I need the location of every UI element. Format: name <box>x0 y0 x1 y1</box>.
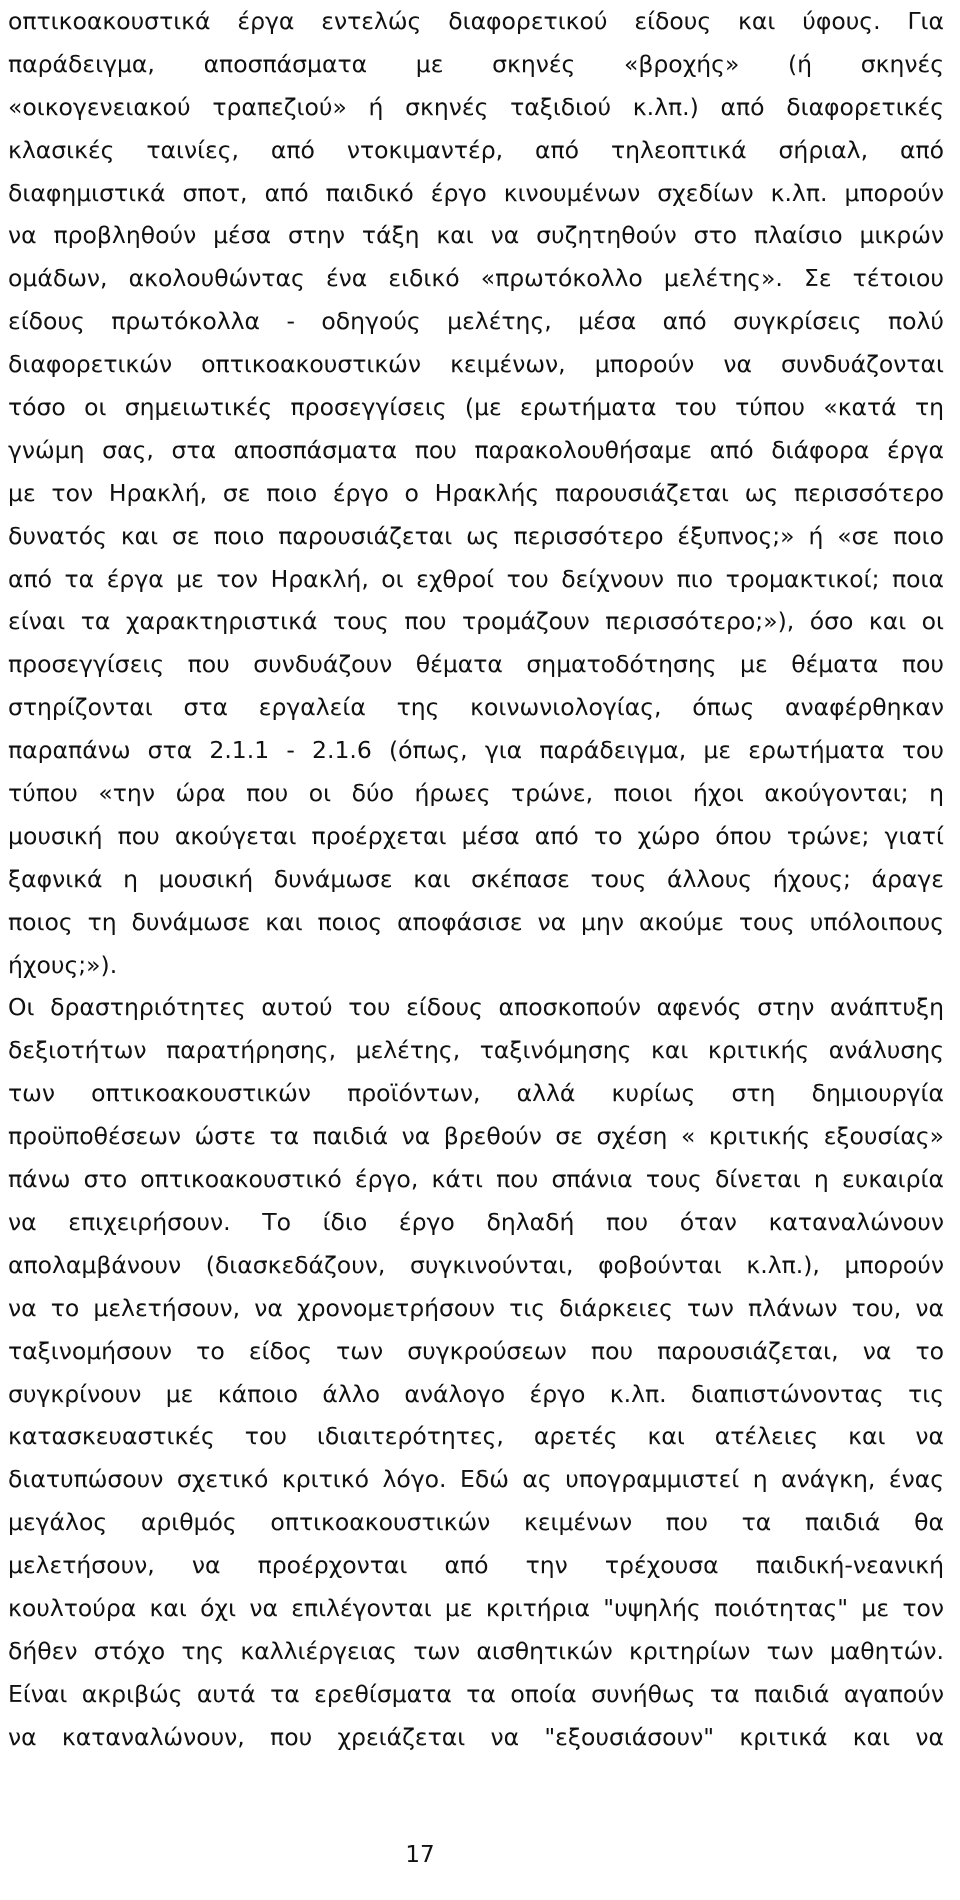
text-line: παράδειγμα, αποσπάσματα με σκηνές «βροχής» (ή σκηνές <box>8 49 944 78</box>
text-line: ήχους;»). <box>8 950 118 979</box>
text-line: με τον Ηρακλή, σε ποιο έργο ο Ηρακλής παρουσιάζεται ως περισσότερο <box>8 478 944 507</box>
text-line: διαφημιστικά σποτ, από παιδικό έργο κινουμένων σχεδίων κ.λπ. μπορούν <box>8 178 944 207</box>
text-line: κατασκευαστικές του ιδιαιτερότητες, αρετές και ατέλειες και να <box>8 1422 944 1451</box>
text-line: προσεγγίσεις που συνδυάζουν θέματα σηματοδότησης με θέματα που <box>8 650 944 679</box>
text-line: ποιος τη δυνάμωσε και ποιος αποφάσισε να μην ακούμε τους υπόλοιπους <box>8 907 944 936</box>
text-line: απολαμβάνουν (διασκεδάζουν, συγκινούνται, φοβούνται κ.λπ.), μπορούν <box>8 1250 944 1279</box>
text-line: τόσο οι σημειωτικές προσεγγίσεις (με ερωτήματα του τύπου «κατά τη <box>8 393 944 422</box>
text-line: των οπτικοακουστικών προϊόντων, αλλά κυρίως στη δημιουργία <box>8 1079 944 1108</box>
text-line: να το μελετήσουν, να χρονομετρήσουν τις διάρκειες των πλάνων του, να <box>8 1293 944 1322</box>
text-line: κουλτούρα και όχι να επιλέγονται με κριτήρια "υψηλής ποιότητας" με τον <box>8 1593 944 1622</box>
text-line: μελετήσουν, να προέρχονται από την τρέχουσα παιδική-νεανική <box>8 1551 944 1580</box>
body-text <box>8 0 944 1759</box>
text-line: να προβληθούν μέσα στην τάξη και να συζητηθούν στο πλαίσιο μικρών <box>8 221 944 250</box>
text-line: τύπου «την ώρα που οι δύο ήρωες τρώνε, ποιοι ήχοι ακούγονται; η <box>8 779 944 808</box>
text-line: είδους πρωτόκολλα - οδηγούς μελέτης, μέσα από συγκρίσεις πολύ <box>8 307 944 336</box>
page-number: 17 <box>405 1842 435 1868</box>
text-line: να καταναλώνουν, που χρειάζεται να "εξουσιάσουν" κριτικά και να <box>8 1722 944 1751</box>
text-line: συγκρίνουν με κάποιο άλλο ανάλογο έργο κ.λπ. διαπιστώνοντας τις <box>8 1379 944 1408</box>
text-line: προϋποθέσεων ώστε τα παιδιά να βρεθούν σε σχέση « κριτικής εξουσίας» <box>8 1122 944 1151</box>
text-line: από τα έργα με τον Ηρακλή, οι εχθροί του δείχνουν πιο τρομακτικοί; ποια <box>8 564 944 593</box>
text-line: ομάδων, ακολουθώντας ένα ειδικό «πρωτόκολλο μελέτης». Σε τέτοιου <box>8 264 944 293</box>
text-line: γνώμη σας, στα αποσπάσματα που παρακολουθήσαμε από διάφορα έργα <box>8 435 944 464</box>
text-line: οπτικοακουστικά έργα εντελώς διαφορετικού είδους και ύφους. Για <box>8 7 944 35</box>
text-line: δεξιοτήτων παρατήρησης, μελέτης, ταξινόμησης και κριτικής ανάλυσης <box>8 1036 944 1065</box>
text-line: μεγάλος αριθμός οπτικοακουστικών κειμένων που τα παιδιά θα <box>8 1508 944 1537</box>
text-line: Οι δραστηριότητες αυτού του είδους αποσκοπούν αφενός στην ανάπτυξη <box>8 993 944 1022</box>
text-line: Είναι ακριβώς αυτά τα ερεθίσματα τα οποία συνήθως τα παιδιά αγαπούν <box>8 1679 944 1708</box>
text-line: στηρίζονται στα εργαλεία της κοινωνιολογίας, όπως αναφέρθηκαν <box>8 693 944 722</box>
text-line: δυνατός και σε ποιο παρουσιάζεται ως περισσότερο έξυπνος;» ή «σε ποιο <box>8 521 944 550</box>
text-line: ταξινομήσουν το είδος των συγκρούσεων που παρουσιάζεται, να το <box>8 1336 944 1365</box>
text-line: κλασικές ταινίες, από ντοκιμαντέρ, από τηλεοπτικά σήριαλ, από <box>8 135 944 164</box>
text-line: διαφορετικών οπτικοακουστικών κειμένων, μπορούν να συνδυάζονται <box>8 350 944 379</box>
text-line: «οικογενειακού τραπεζιού» ή σκηνές ταξιδιού κ.λπ.) από διαφορετικές <box>8 92 944 121</box>
text-line: παραπάνω στα 2.1.1 - 2.1.6 (όπως, για παράδειγμα, με ερωτήματα του <box>8 736 944 765</box>
text-line: είναι τα χαρακτηριστικά τους που τρομάζουν περισσότερο;»), όσο και οι <box>8 607 944 636</box>
text-line: μουσική που ακούγεται προέρχεται μέσα από το χώρο όπου τρώνε; γιατί <box>8 821 944 850</box>
text-line: δήθεν στόχο της καλλιέργειας των αισθητικών κριτηρίων των μαθητών. <box>8 1636 944 1665</box>
text-line: να επιχειρήσουν. Το ίδιο έργο δηλαδή που όταν καταναλώνουν <box>8 1207 944 1236</box>
text-line: ξαφνικά η μουσική δυνάμωσε και σκέπασε τους άλλους ήχους; άραγε <box>8 864 944 893</box>
text-line: διατυπώσουν σχετικό κριτικό λόγο. Εδώ ας υπογραμμιστεί η ανάγκη, ένας <box>8 1465 944 1494</box>
text-line: πάνω στο οπτικοακουστικό έργο, κάτι που σπάνια τους δίνεται η ευκαιρία <box>8 1165 944 1194</box>
